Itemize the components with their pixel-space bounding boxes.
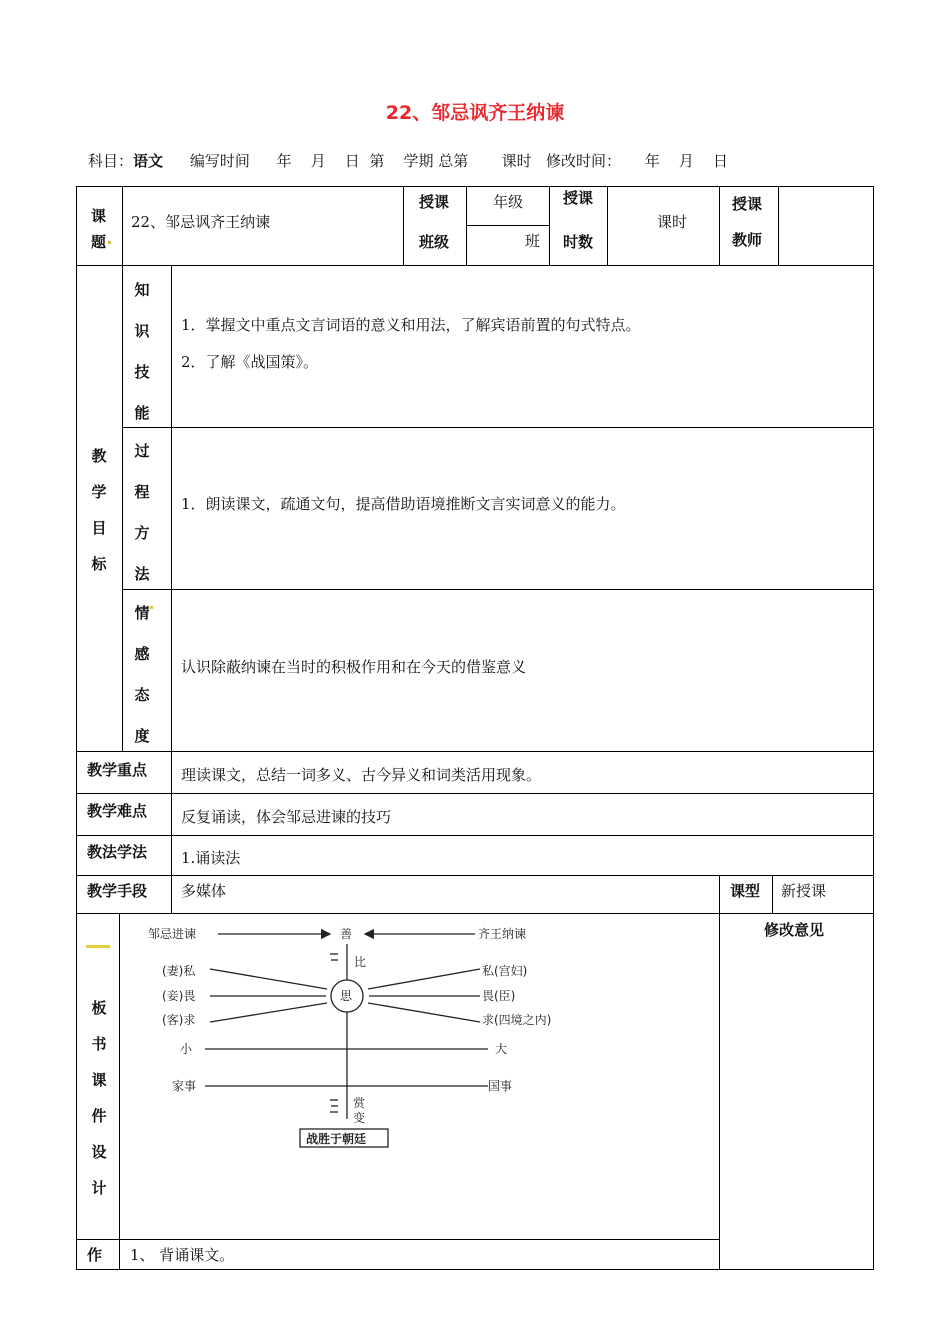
write-time-label: 编写时间 [189,152,250,170]
board-label-char: 板 [91,999,107,1017]
month-label: 月 [310,152,326,170]
teacher-label-line2: 教师 [732,231,763,249]
means-value: 多媒体 [181,882,227,900]
topic-value: 22、邹忌讽齐王纳谏 [131,213,271,231]
process-label [132,431,152,595]
diagram-top-left: 邹忌进谏 [148,927,197,941]
knowledge-label-char: 能 [134,404,150,422]
spoke-line [210,969,327,989]
diagram-top-center: 善 [340,927,353,941]
month2-label: 月 [678,152,694,170]
diagram-left-1: (妻)私 [162,964,196,978]
topic-label-1 [91,203,107,255]
row-divider [76,793,874,794]
col-divider [403,186,404,265]
row-divider [76,835,874,836]
knowledge-item-2: 2．了解《战国策》。 [181,353,319,371]
board-label-char: 计 [91,1179,107,1197]
col-divider [778,186,779,265]
col-divider [171,265,172,913]
page-title: 22、邹忌讽齐王纳谏 [385,102,565,124]
goals-label [89,438,109,582]
knowledge-item-1: 1．掌握文中重点文言词语的意义和用法，了解宾语前置的句式特点。 [181,316,641,334]
spoke-line [210,1003,327,1022]
diagram-family: 家事 [172,1079,197,1093]
diagram-right-3: 求(四境之内) [482,1013,552,1027]
row-divider [76,265,874,266]
subject-label: 科目： [88,152,134,170]
spoke-line [368,969,480,989]
teacher-label-line1: 授课 [732,195,763,213]
diagram-result: 战胜于朝廷 [306,1132,367,1146]
board-label-char: 课 [91,1071,107,1089]
knowledge-label-char: 识 [134,322,150,340]
process-item-1: 1．朗读课文，疏通文句，提高借助语境推断文言实词意义的能力。 [181,495,626,513]
board-label-char: 件 [91,1107,107,1125]
day2-label: 日 [713,152,729,170]
goals-label-char: 标 [91,555,107,573]
difficulty-value: 反复诵读，体会邹忌进谏的技巧 [181,808,392,826]
board-label-char: 书 [91,1035,107,1053]
col-divider [122,265,123,751]
hours-label-line1: 授课 [563,189,594,207]
type-label: 课型 [730,882,761,900]
diagram-reward: 赏 [353,1096,366,1110]
process-label-char: 程 [134,483,150,501]
goals-label-char: 学 [91,483,107,501]
modify-opinion-label: 修改意见 [764,921,825,939]
board-label-char: 设 [91,1143,107,1161]
board-diagram [120,914,719,1239]
col-divider [549,186,550,265]
emotion-label-char: 感 [134,645,150,663]
row-divider [76,1239,720,1240]
row-divider [76,751,874,752]
topic-label: 课题 [91,207,107,251]
diagram-small: 小 [180,1042,193,1056]
knowledge-label [132,270,152,434]
diagram-state: 国事 [488,1079,513,1093]
diagram-bi: 比 [354,955,367,969]
emotion-label-char: 情 [134,604,150,622]
diagram-right-1: 私(宫妇) [482,964,528,978]
grade-label: 年级 [493,193,524,211]
term-total-label: 学期 总第 [403,152,469,170]
hours-label-line2: 时数 [563,233,594,251]
subject-value: 语文 [133,152,164,170]
homework-value: 1、 背诵课文。 [130,1246,235,1264]
class-label-line2: 班级 [419,233,450,251]
diagram-big: 大 [495,1042,508,1056]
diagram-left-2: (妾)畏 [162,989,196,1003]
meta-line [88,150,728,171]
marker-dot [108,241,111,244]
knowledge-label-char: 知 [134,281,150,299]
spoke-line [368,1003,480,1022]
day-label: 日 [344,152,360,170]
difficulty-label: 教学难点 [87,802,148,820]
diagram-right-2: 畏(臣) [482,989,516,1003]
goals-label-char: 教 [91,447,107,465]
emotion-label-char: 态 [134,686,150,704]
col-divider [772,875,773,913]
type-value: 新授课 [781,882,827,900]
emotion-label-char: 度 [134,727,150,745]
method-value: 1.诵读法 [181,849,241,867]
method-label: 教法学法 [87,843,148,861]
class-label-line1: 授课 [419,193,450,211]
modify-time-label: 修改时间： [545,152,621,170]
marker-dot [150,606,153,609]
emotion-item-1: 认识除蔽纳谏在当时的积极作用和在今天的借鉴意义 [181,658,527,676]
process-label-char: 法 [134,565,150,583]
board-label [89,990,109,1206]
process-label-char: 方 [134,524,150,542]
diagram-left-3: (客)求 [162,1013,196,1027]
col-divider [122,186,123,265]
means-label: 教学手段 [87,882,148,900]
col-divider [466,186,467,265]
diagram-center: 思 [340,989,353,1003]
emotion-label [132,593,152,757]
row-divider [122,427,874,428]
col-divider [719,186,720,265]
hours-value: 课时 [657,213,688,231]
row-divider [76,875,874,876]
cell-divider [466,225,549,226]
col-divider [719,875,720,1270]
focus-value: 理读课文，总结一词多义、古今异义和词类活用现象。 [181,766,542,784]
diagram-change: 变 [353,1111,366,1125]
process-label-char: 过 [134,442,150,460]
ban-label: 班 [525,232,541,250]
col-divider [607,186,608,265]
di-label: 第 [369,152,385,170]
goals-label-char: 目 [91,519,107,537]
focus-label: 教学重点 [87,761,148,779]
marker-bar [86,945,110,948]
homework-label: 作 [87,1246,103,1264]
knowledge-label-char: 技 [134,363,150,381]
diagram-top-right: 齐王纳谏 [478,927,527,941]
lesson-label: 课时 [501,152,532,170]
year-label: 年 [276,152,292,170]
year2-label: 年 [644,152,660,170]
row-divider [122,589,874,590]
